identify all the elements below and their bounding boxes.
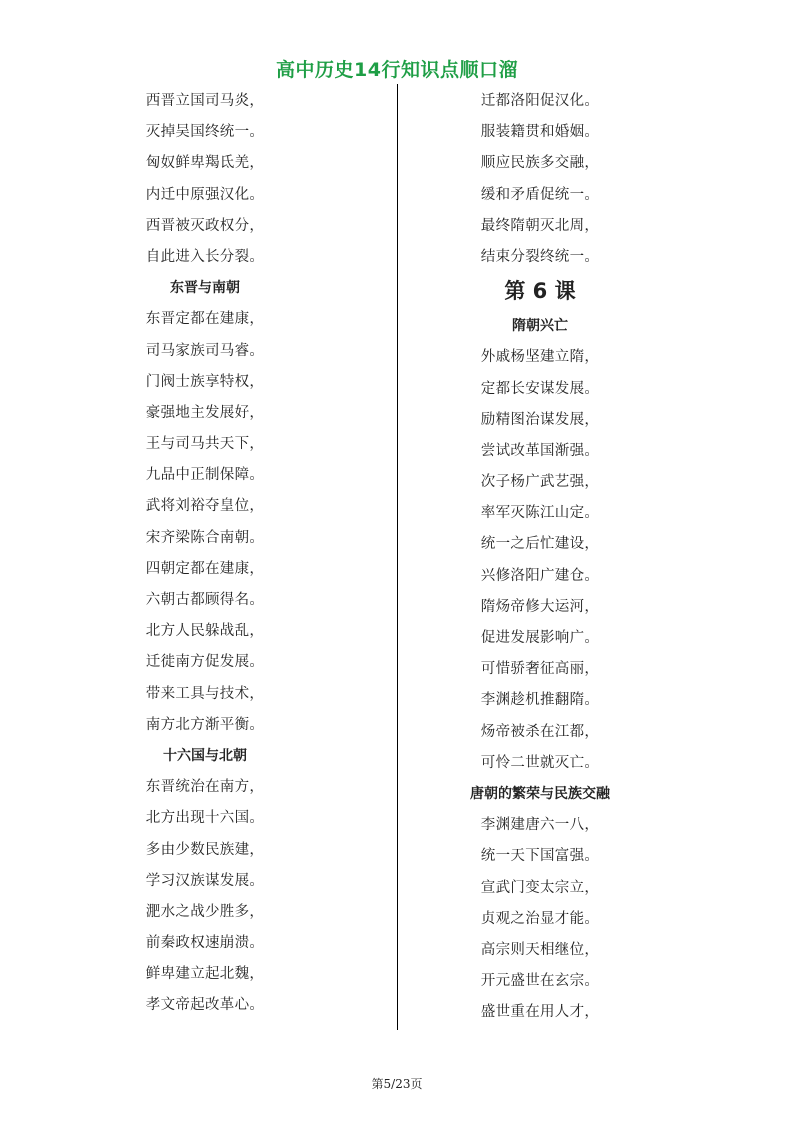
poem-line: 服装籍贯和婚姻。 xyxy=(480,124,600,141)
poem-line: 西晋被灭政权分， xyxy=(145,217,265,234)
poem-line: 励精图治谋发展， xyxy=(480,411,600,428)
poem-line: 高宗则天相继位， xyxy=(480,941,600,958)
poem-line: 率军灭陈江山定。 xyxy=(480,505,600,522)
poem-line: 开元盛世在玄宗。 xyxy=(480,973,600,990)
poem-line: 迁徙南方促发展。 xyxy=(145,654,265,671)
poem-line: 带来工具与技术， xyxy=(145,685,265,702)
poem-line: 顺应民族多交融， xyxy=(480,155,600,172)
poem-line: 促进发展影响广。 xyxy=(480,630,600,646)
poem-line: 北方出现十六国。 xyxy=(145,810,265,827)
left-intro xyxy=(110,86,300,273)
poem-line: 可怜二世就灭亡。 xyxy=(480,754,600,771)
poem-line: 统一天下国富强。 xyxy=(480,848,600,865)
document-title: 高中历史14行知识点顺口溜 xyxy=(276,59,518,81)
poem-line: 缓和矛盾促统一。 xyxy=(480,186,600,203)
poem-line: 北方人民躲战乱， xyxy=(145,623,265,640)
poem-line: 武将刘裕夺皇位， xyxy=(145,498,265,515)
poem-line: 东晋定都在建康， xyxy=(145,311,265,328)
poem-line: 内迁中原强汉化。 xyxy=(145,186,265,203)
poem-line: 最终隋朝灭北周， xyxy=(480,217,600,234)
poem-line: 李渊趁机推翻隋。 xyxy=(480,692,600,709)
poem-line: 统一之后忙建设， xyxy=(480,536,600,553)
poem-line: 门阀士族享特权， xyxy=(145,373,265,390)
poem-line: 次子杨广武艺强， xyxy=(480,474,600,491)
poem-line: 尝试改革国渐强。 xyxy=(480,442,600,459)
poem-line: 可惜骄奢征高丽， xyxy=(480,661,600,678)
poem-line: 豪强地主发展好， xyxy=(145,404,265,421)
section-eastern-jin xyxy=(110,304,300,741)
poem-line: 南方北方渐平衡。 xyxy=(145,716,265,733)
poem-line: 兴修洛阳广建仓。 xyxy=(480,567,600,584)
section-heading-sixteen-kingdoms: 十六国与北朝 xyxy=(163,747,247,764)
lesson-heading: 第 6 课 xyxy=(504,279,576,304)
poem-line: 鲜卑建立起北魏， xyxy=(145,966,265,983)
section-heading-eastern-jin: 东晋与南朝 xyxy=(170,280,240,297)
poem-line: 自此进入长分裂。 xyxy=(145,248,265,265)
poem-line: 匈奴鲜卑羯氐羌， xyxy=(145,155,265,172)
poem-line: 六朝古都顾得名。 xyxy=(145,592,265,608)
poem-line: 多由少数民族建， xyxy=(145,841,265,858)
poem-line: 灭掉吴国终统一。 xyxy=(145,124,265,141)
poem-line: 学习汉族谋发展。 xyxy=(145,872,265,889)
poem-line: 宣武门变太宗立， xyxy=(480,879,600,896)
poem-line: 贞观之治显才能。 xyxy=(480,910,600,927)
left-column xyxy=(110,86,300,1022)
poem-line: 司马家族司马睿。 xyxy=(145,342,265,359)
poem-line: 王与司马共天下， xyxy=(145,436,265,453)
poem-line: 结束分裂终统一。 xyxy=(480,248,600,265)
poem-line: 隋炀帝修大运河， xyxy=(480,598,600,615)
section-heading-sui: 隋朝兴亡 xyxy=(512,318,568,335)
poem-line: 李渊建唐六一八， xyxy=(480,817,600,834)
right-column xyxy=(445,86,635,1028)
poem-line: 迁都洛阳促汉化。 xyxy=(480,93,600,109)
right-intro xyxy=(445,86,635,273)
poem-line: 四朝定都在建康， xyxy=(145,560,265,577)
poem-line: 孝文帝起改革心。 xyxy=(145,997,265,1014)
poem-line: 外戚杨坚建立隋， xyxy=(480,349,600,366)
poem-line: 西晋立国司马炎， xyxy=(145,93,265,109)
section-sui xyxy=(445,342,635,779)
poem-line: 盛世重在用人才， xyxy=(480,1004,600,1021)
poem-line: 定都长安谋发展。 xyxy=(480,380,600,397)
poem-line: 九品中正制保障。 xyxy=(145,467,265,484)
column-divider xyxy=(397,84,398,1030)
section-sixteen-kingdoms xyxy=(110,772,300,1022)
section-heading-tang: 唐朝的繁荣与民族交融 xyxy=(470,785,610,802)
section-tang xyxy=(445,810,635,1028)
poem-line: 炀帝被杀在江都， xyxy=(480,723,600,740)
page-number: 第5/23页 xyxy=(371,1077,423,1091)
poem-line: 东晋统治在南方， xyxy=(145,779,265,796)
poem-line: 前秦政权速崩溃。 xyxy=(145,935,265,952)
poem-line: 宋齐梁陈合南朝。 xyxy=(145,529,265,546)
poem-line: 淝水之战少胜多， xyxy=(145,903,265,920)
